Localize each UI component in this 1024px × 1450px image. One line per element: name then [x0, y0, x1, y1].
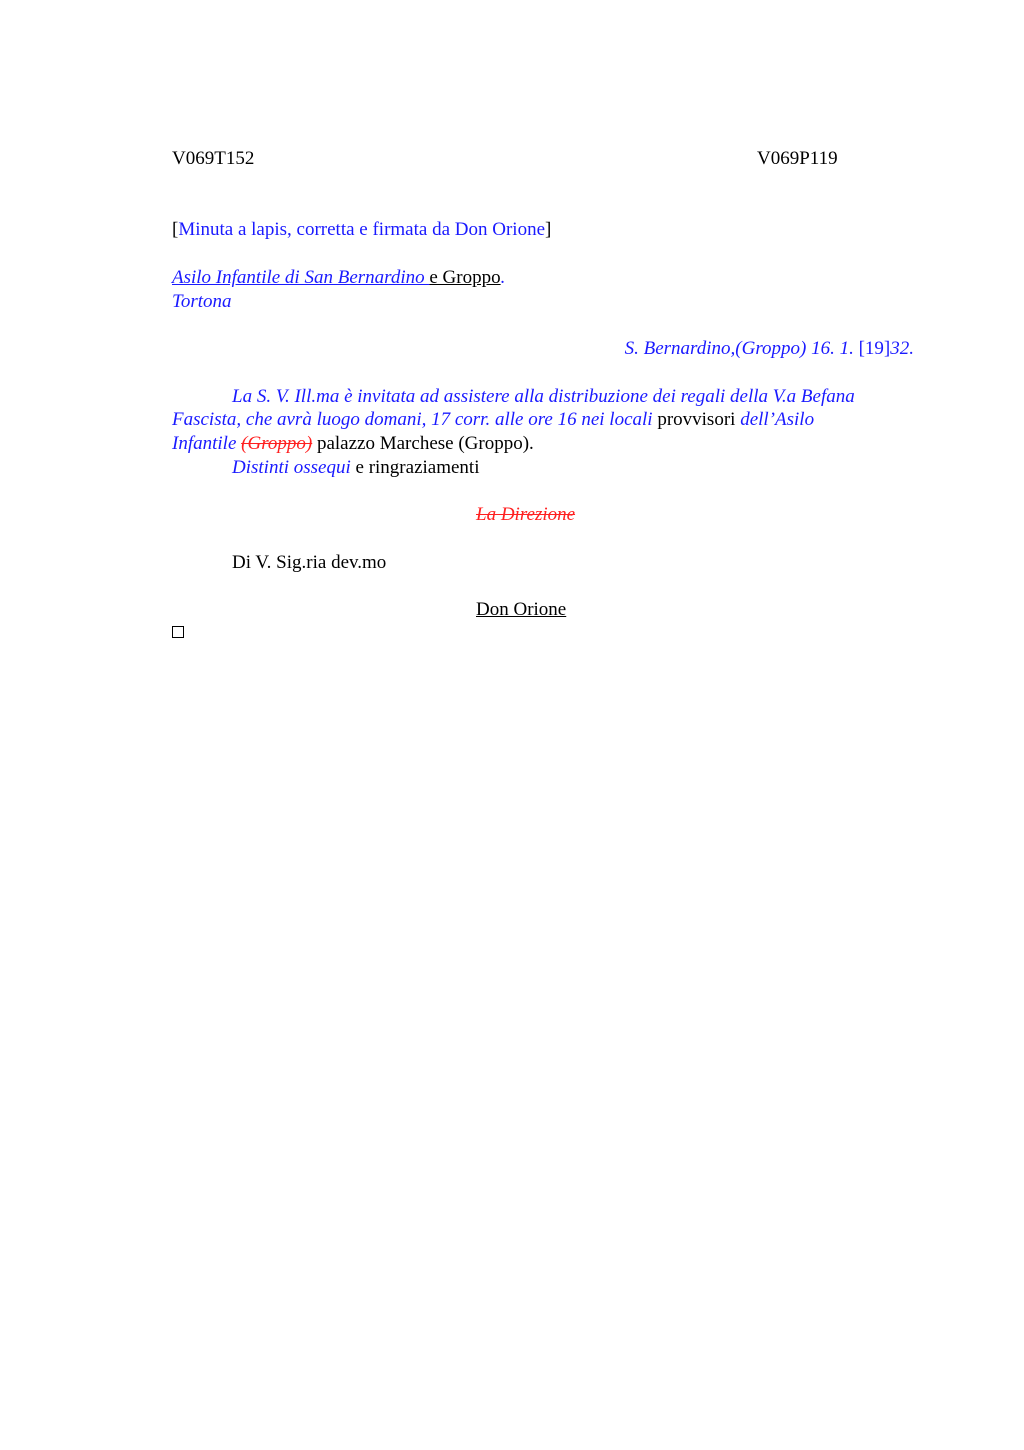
signature: Don Orione	[476, 599, 567, 620]
bracket-close: ]	[545, 219, 552, 240]
struck-signature: La Direzione	[476, 504, 576, 525]
body-line-2c: dell’Asilo	[740, 409, 815, 430]
addressee-city: Tortona	[172, 291, 232, 312]
document-code-left: V069T152	[172, 148, 255, 169]
body-line-2a: Fascista, che avrà luogo domani, 17 corr. alle ore 16 nei locali	[172, 409, 653, 430]
editorial-note-text: Minuta a lapis, corretta e firmata da Don Orione	[178, 219, 545, 240]
addressee-name: Asilo Infantile di San Bernardino	[172, 267, 430, 288]
dateline-year: 32.	[890, 338, 914, 359]
body-line-3c: palazzo Marchese (Groppo).	[312, 433, 534, 454]
dateline-place: S. Bernardino,(Groppo) 16. 1.	[624, 338, 859, 359]
body-line-3a: Infantile	[172, 433, 242, 454]
addressee	[172, 266, 505, 290]
dateline-bracket-year: [19]	[858, 338, 891, 359]
checkbox-square-icon	[172, 626, 184, 638]
addressee-addition: e Groppo	[429, 267, 501, 288]
body-line-4	[232, 456, 479, 480]
body-line-2b: provvisori	[652, 409, 741, 430]
body-line-2	[172, 408, 814, 432]
body-line-3	[172, 432, 534, 456]
body-line-4b: e ringraziamenti	[350, 457, 480, 478]
dateline	[625, 337, 914, 361]
document-code-right: V069P119	[757, 148, 838, 169]
body-line-4a: Distinti ossequi	[232, 457, 351, 478]
bracket-open: [	[172, 219, 179, 240]
body-line-1: La S. V. Ill.ma è invitata ad assistere alla distribuzione dei regali della V.a Befana	[232, 386, 855, 407]
struck-groppo: (Groppo)	[241, 433, 313, 454]
closing-formula: Di V. Sig.ria dev.mo	[232, 552, 387, 573]
editorial-note	[172, 218, 551, 242]
addressee-period: .	[500, 267, 506, 288]
